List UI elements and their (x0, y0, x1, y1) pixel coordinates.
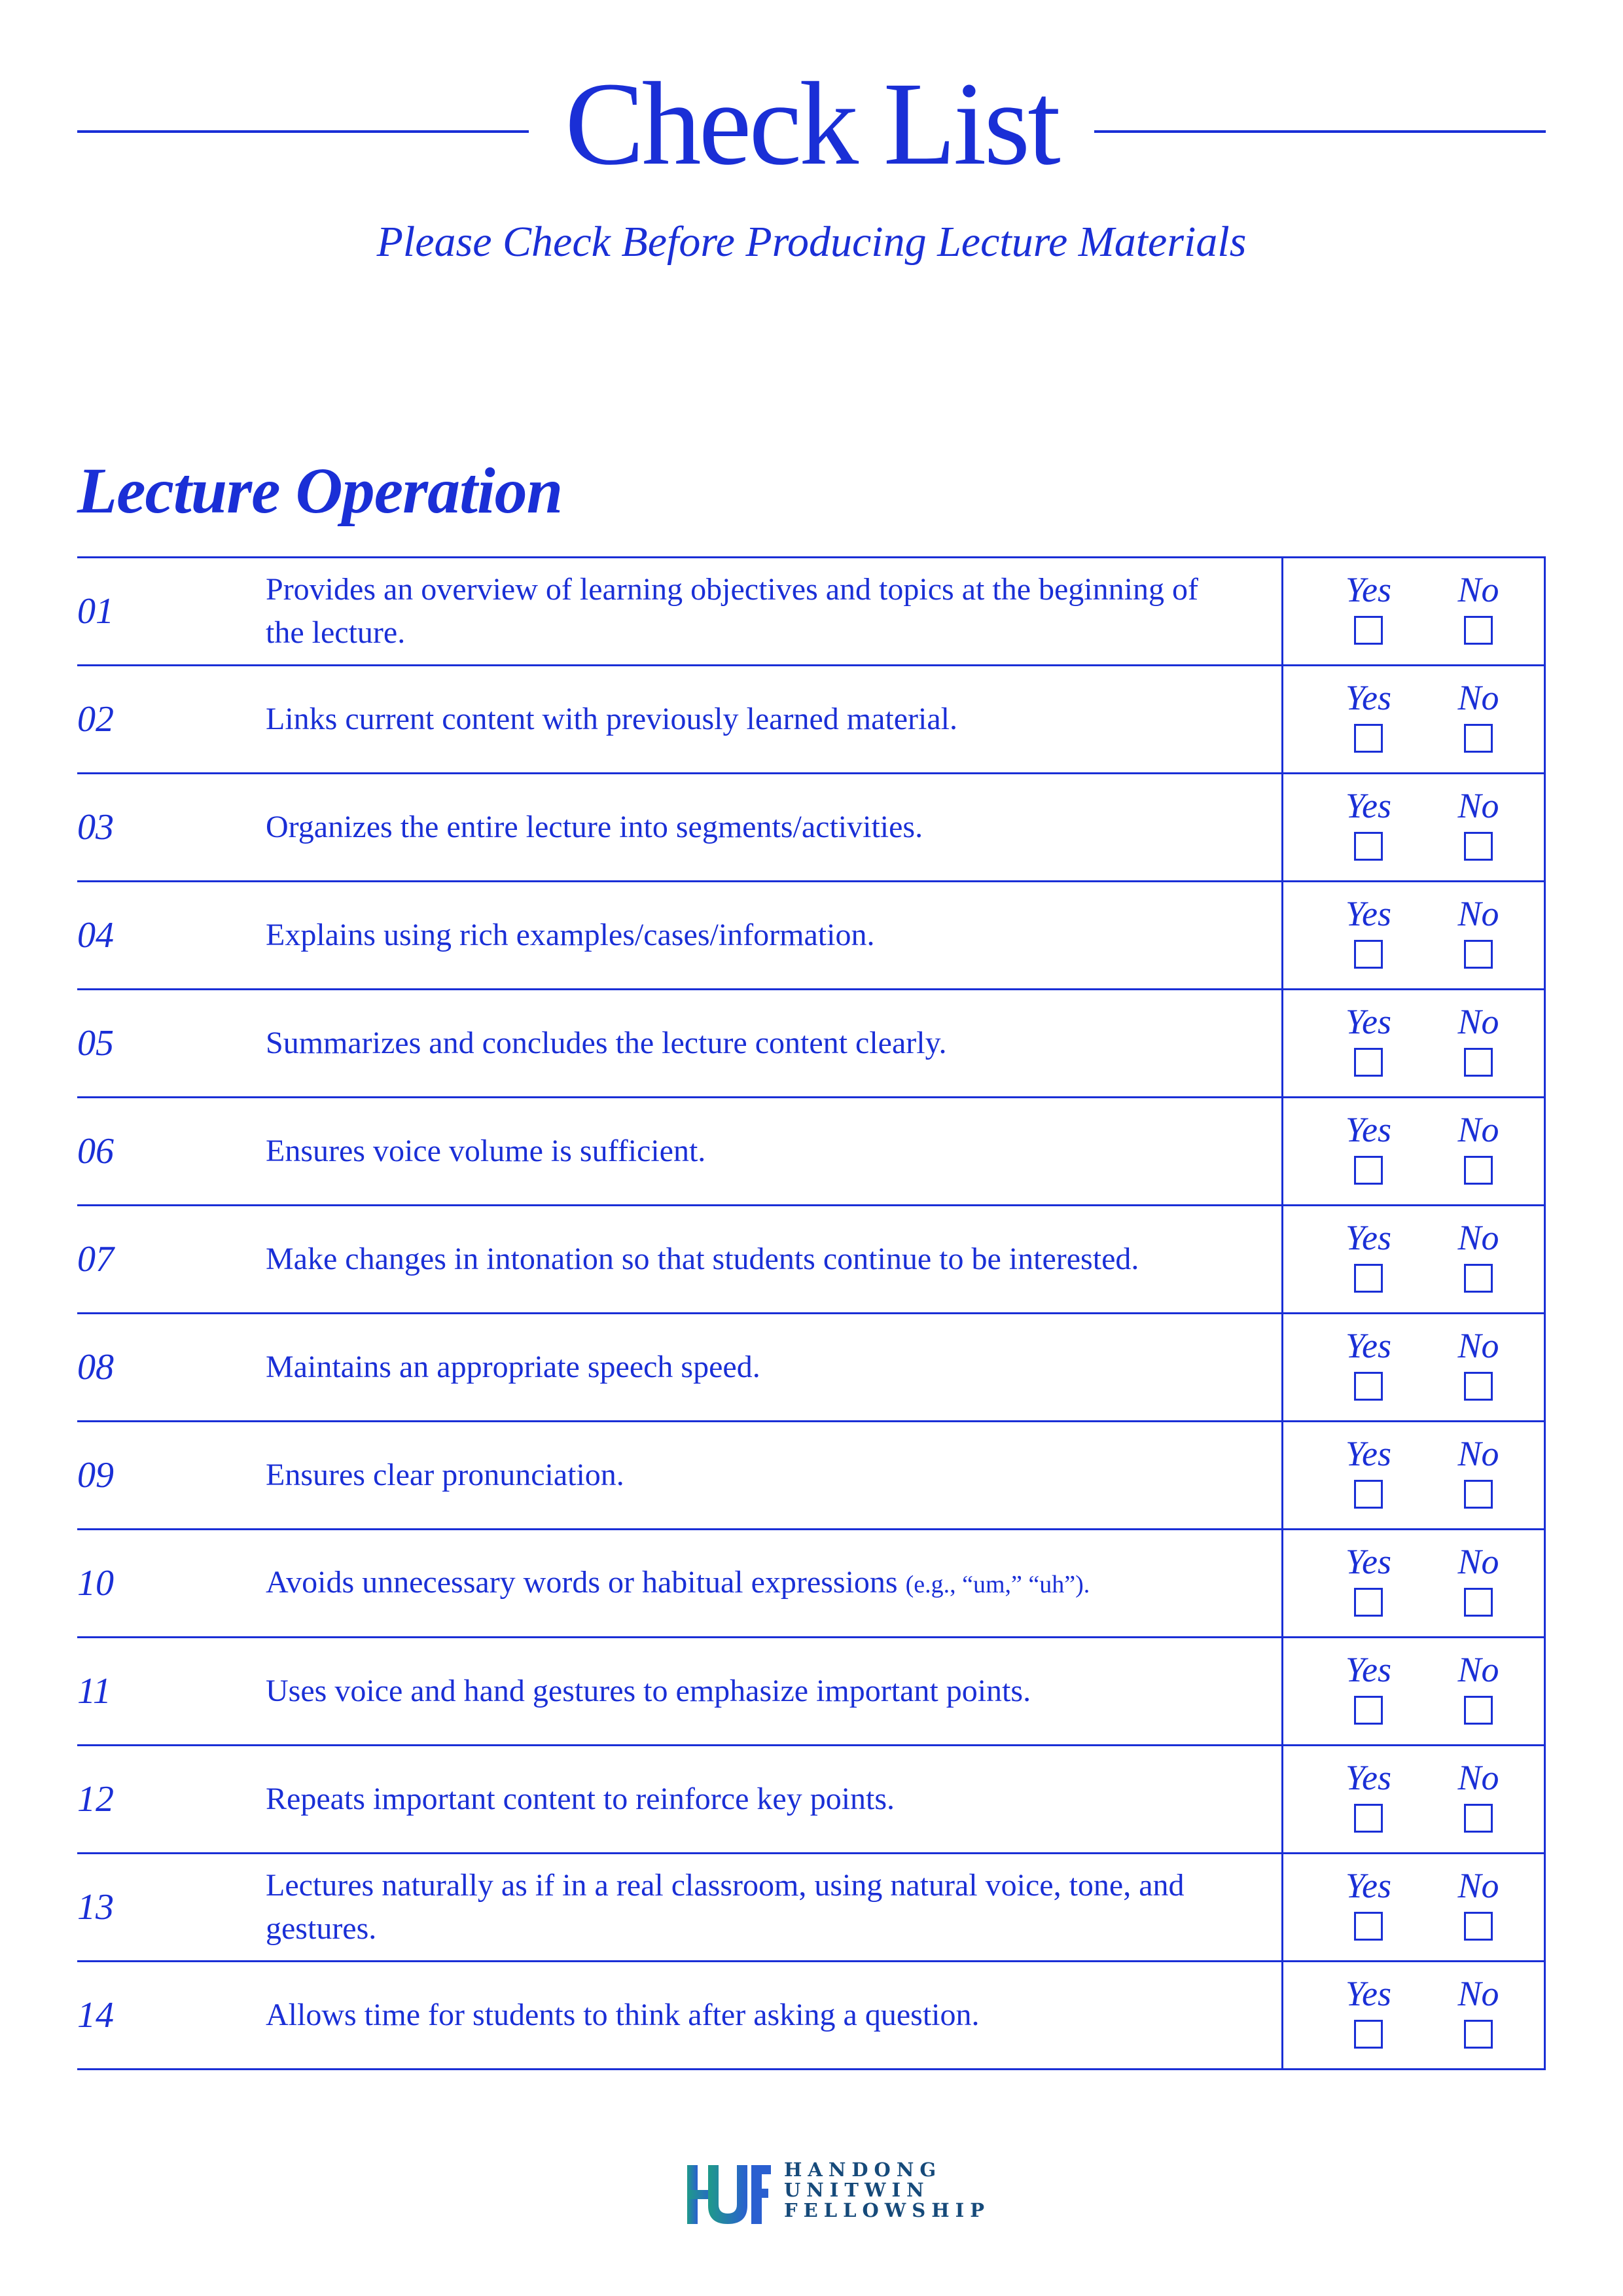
yes-label: Yes (1345, 1974, 1392, 2013)
yes-label: Yes (1345, 1866, 1392, 1905)
no-checkbox[interactable] (1464, 1156, 1493, 1185)
item-description: Explains using rich examples/cases/information. (266, 918, 875, 952)
item-number: 09 (77, 1455, 114, 1496)
yes-checkbox[interactable] (1354, 724, 1383, 753)
no-checkbox[interactable] (1464, 832, 1493, 861)
yes-label: Yes (1345, 894, 1392, 933)
page-subtitle: Please Check Before Producing Lecture Materials (376, 218, 1247, 266)
no-checkbox[interactable] (1464, 1048, 1493, 1077)
no-option (1439, 1971, 1518, 2049)
item-text (266, 1962, 1215, 2068)
item-number: 11 (77, 1671, 111, 1712)
item-number: 10 (77, 1563, 114, 1604)
answer-cell (1281, 1530, 1544, 1636)
item-number: 13 (77, 1887, 114, 1928)
item-number: 05 (77, 1023, 114, 1064)
checklist-row (77, 1422, 1544, 1530)
no-checkbox[interactable] (1464, 1696, 1493, 1725)
checklist-row (77, 1638, 1544, 1746)
item-text (266, 1530, 1215, 1636)
checklist-row (77, 666, 1544, 774)
checklist-row (77, 1098, 1544, 1206)
yes-label: Yes (1345, 1758, 1392, 1797)
item-description: Summarizes and concludes the lecture content clearly. (266, 1026, 947, 1060)
no-label: No (1457, 1002, 1499, 1041)
item-number: 06 (77, 1131, 114, 1172)
no-label: No (1457, 1974, 1499, 2013)
yes-option (1329, 783, 1408, 861)
yes-checkbox[interactable] (1354, 832, 1383, 861)
yes-option (1329, 999, 1408, 1077)
item-number: 03 (77, 807, 114, 848)
no-checkbox[interactable] (1464, 1804, 1493, 1833)
yes-option (1329, 1215, 1408, 1293)
no-option (1439, 1539, 1518, 1617)
answer-cell (1281, 1962, 1544, 2068)
no-label: No (1457, 570, 1499, 609)
checklist-row (77, 990, 1544, 1098)
logo-line: FELLOWSHIP (784, 2199, 991, 2221)
footer-logo (686, 2159, 991, 2225)
item-text (266, 1638, 1215, 1744)
item-description: Avoids unnecessary words or habitual expressions (266, 1564, 898, 1600)
yes-option (1329, 1863, 1408, 1941)
item-description: Organizes the entire lecture into segments/activities. (266, 810, 923, 844)
item-text (266, 666, 1215, 772)
checklist-row (77, 1854, 1544, 1962)
checklist-row (77, 1530, 1544, 1638)
no-label: No (1457, 1542, 1499, 1581)
yes-label: Yes (1345, 678, 1392, 717)
answer-cell (1281, 1098, 1544, 1204)
no-option (1439, 783, 1518, 861)
checklist-row (77, 774, 1544, 882)
no-option (1439, 675, 1518, 753)
page-header (0, 59, 1623, 190)
yes-label: Yes (1345, 1002, 1392, 1041)
yes-checkbox[interactable] (1354, 1264, 1383, 1293)
item-description: Lectures naturally as if in a real classroom, using natural voice, tone, and gestures. (266, 1868, 1185, 1946)
huf-logo-icon (686, 2165, 771, 2224)
checklist-row (77, 1314, 1544, 1422)
no-checkbox[interactable] (1464, 1480, 1493, 1509)
item-text (266, 1098, 1215, 1204)
yes-label: Yes (1345, 570, 1392, 609)
page-title: Check List (565, 58, 1058, 190)
yes-checkbox[interactable] (1354, 1696, 1383, 1725)
item-text (266, 1314, 1215, 1420)
item-description: Links current content with previously learned material. (266, 702, 957, 736)
no-label: No (1457, 894, 1499, 933)
checklist-row (77, 1746, 1544, 1854)
answer-cell (1281, 1422, 1544, 1528)
item-description: Make changes in intonation so that students continue to be interested. (266, 1242, 1139, 1276)
answer-cell (1281, 1314, 1544, 1420)
no-checkbox[interactable] (1464, 1588, 1493, 1617)
answer-cell (1281, 990, 1544, 1096)
no-option (1439, 1647, 1518, 1725)
checklist-row (77, 558, 1544, 666)
item-number: 08 (77, 1347, 114, 1388)
item-note: (e.g., “um,” “uh”). (905, 1570, 1090, 1598)
no-option (1439, 1323, 1518, 1401)
item-number: 07 (77, 1239, 114, 1280)
no-checkbox[interactable] (1464, 724, 1493, 753)
item-text (266, 1422, 1215, 1528)
no-option (1439, 1107, 1518, 1185)
logo-wordmark (784, 2160, 990, 2221)
yes-option (1329, 1323, 1408, 1401)
yes-checkbox[interactable] (1354, 1480, 1383, 1509)
no-label: No (1457, 1758, 1499, 1797)
yes-option (1329, 1971, 1408, 2049)
no-checkbox[interactable] (1464, 940, 1493, 969)
item-number: 01 (77, 591, 114, 632)
answer-cell (1281, 882, 1544, 988)
no-checkbox[interactable] (1464, 1912, 1493, 1941)
checklist-table (77, 556, 1546, 2070)
yes-checkbox[interactable] (1354, 1912, 1383, 1941)
yes-label: Yes (1345, 786, 1392, 825)
item-text (266, 1854, 1215, 1960)
checklist-row (77, 1962, 1544, 2070)
item-text (266, 1746, 1215, 1852)
checklist-row (77, 1206, 1544, 1314)
yes-checkbox[interactable] (1354, 1048, 1383, 1077)
yes-option (1329, 1107, 1408, 1185)
answer-cell (1281, 1854, 1544, 1960)
yes-label: Yes (1345, 1650, 1392, 1689)
item-number: 02 (77, 699, 114, 740)
yes-label: Yes (1345, 1110, 1392, 1149)
item-number: 04 (77, 915, 114, 956)
no-label: No (1457, 678, 1499, 717)
yes-option (1329, 567, 1408, 645)
yes-checkbox[interactable] (1354, 940, 1383, 969)
no-label: No (1457, 1866, 1499, 1905)
no-option (1439, 1863, 1518, 1941)
yes-option (1329, 675, 1408, 753)
answer-cell (1281, 1746, 1544, 1852)
item-description: Maintains an appropriate speech speed. (266, 1350, 760, 1384)
no-label: No (1457, 1650, 1499, 1689)
no-label: No (1457, 1110, 1499, 1149)
item-text (266, 1206, 1215, 1312)
yes-checkbox[interactable] (1354, 1804, 1383, 1833)
checklist-row (77, 882, 1544, 990)
item-description: Ensures clear pronunciation. (266, 1458, 624, 1492)
yes-checkbox[interactable] (1354, 616, 1383, 645)
logo-line: UNITWIN (784, 2179, 930, 2201)
item-description: Allows time for students to think after asking a question. (266, 1998, 980, 2032)
no-label: No (1457, 1434, 1499, 1473)
no-option (1439, 999, 1518, 1077)
no-option (1439, 1755, 1518, 1833)
no-label: No (1457, 1326, 1499, 1365)
no-label: No (1457, 1218, 1499, 1257)
no-checkbox[interactable] (1464, 2020, 1493, 2049)
item-description: Repeats important content to reinforce key points. (266, 1782, 895, 1816)
no-option (1439, 567, 1518, 645)
yes-label: Yes (1345, 1326, 1392, 1365)
item-text (266, 558, 1215, 664)
item-number: 12 (77, 1779, 114, 1820)
answer-cell (1281, 666, 1544, 772)
answer-cell (1281, 1638, 1544, 1744)
no-label: No (1457, 786, 1499, 825)
no-checkbox[interactable] (1464, 1372, 1493, 1401)
no-option (1439, 1215, 1518, 1293)
answer-cell (1281, 558, 1544, 664)
yes-checkbox[interactable] (1354, 1156, 1383, 1185)
item-description: Ensures voice volume is sufficient. (266, 1134, 706, 1168)
yes-checkbox[interactable] (1354, 1372, 1383, 1401)
no-option (1439, 891, 1518, 969)
logo-line: HANDONG (784, 2159, 942, 2181)
yes-label: Yes (1345, 1542, 1392, 1581)
item-text (266, 990, 1215, 1096)
item-text (266, 774, 1215, 880)
yes-label: Yes (1345, 1218, 1392, 1257)
no-checkbox[interactable] (1464, 616, 1493, 645)
yes-checkbox[interactable] (1354, 1588, 1383, 1617)
header-rule-right (1094, 130, 1546, 133)
yes-option (1329, 891, 1408, 969)
section-title: Lecture Operation (77, 454, 563, 527)
yes-option (1329, 1431, 1408, 1509)
yes-option (1329, 1647, 1408, 1725)
answer-cell (1281, 1206, 1544, 1312)
item-description: Uses voice and hand gestures to emphasize important points. (266, 1674, 1031, 1708)
yes-option (1329, 1539, 1408, 1617)
answer-cell (1281, 774, 1544, 880)
yes-checkbox[interactable] (1354, 2020, 1383, 2049)
item-description: Provides an overview of learning objectives and topics at the beginning of the lecture. (266, 572, 1198, 650)
item-text (266, 882, 1215, 988)
item-number: 14 (77, 1995, 114, 2036)
no-option (1439, 1431, 1518, 1509)
no-checkbox[interactable] (1464, 1264, 1493, 1293)
yes-label: Yes (1345, 1434, 1392, 1473)
yes-option (1329, 1755, 1408, 1833)
